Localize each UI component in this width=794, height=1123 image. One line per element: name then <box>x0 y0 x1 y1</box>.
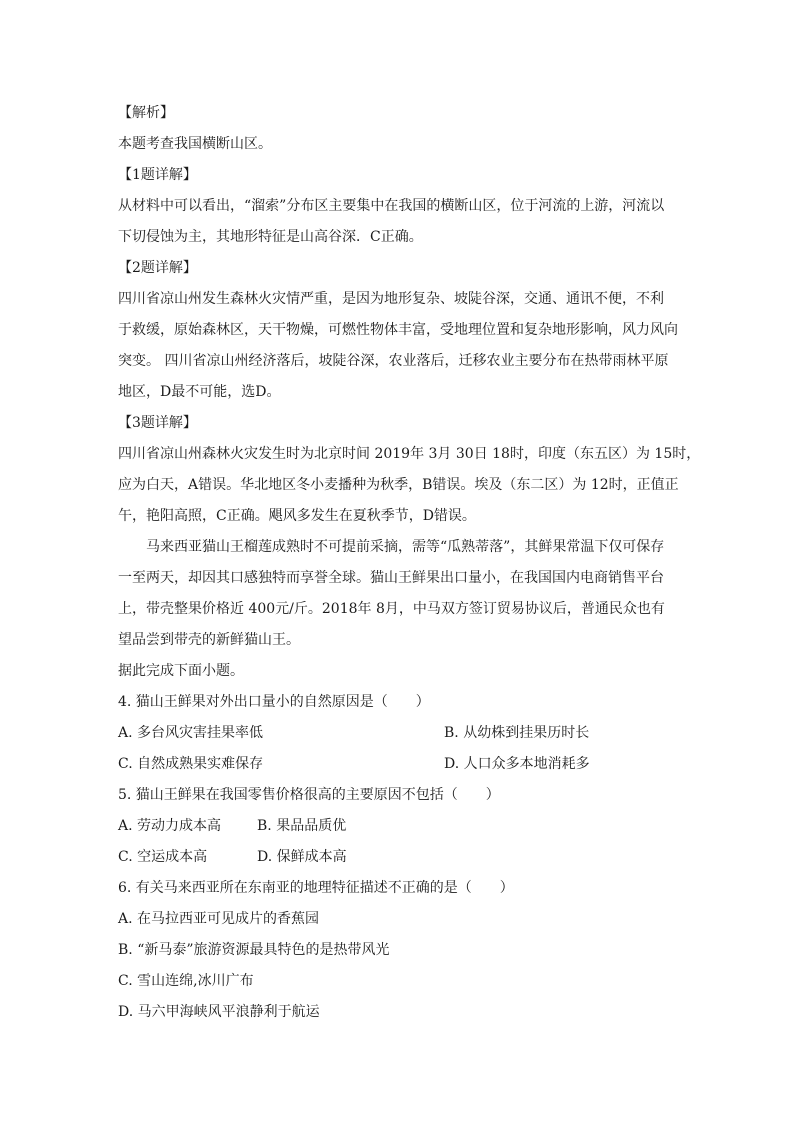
q3-line: 四川省凉山州森林火灾发生时为北京时间 2019年 3月 30日 18时，印度（东五区）为 15时， <box>118 446 701 462</box>
q6-stem: 6. 有关马来西亚所在东南亚的地理特征描述不正确的是（ ） <box>118 880 514 896</box>
material-paragraph <box>118 532 678 656</box>
document-page <box>118 98 701 1028</box>
q3-line: 应为白天，A错误。华北地区冬小麦播种为秋季，B错误。埃及（东二区）为 12时，正值正 <box>118 477 679 493</box>
q1-explanation <box>118 191 678 253</box>
q3-header: 【3题详解】 <box>118 415 197 431</box>
q5-options-row <box>118 842 678 873</box>
q2-line: 四川省凉山州发生森林火灾情严重，是因为地形复杂、坡陡谷深，交通、通讯不便，不利 <box>118 291 664 307</box>
material-line: 上，带壳整果价格近 400元/斤。2018年 8月，中马双方签订贸易协议后，普通民众也有 <box>118 601 665 617</box>
q5-option-a: A. 劳动力成本高 <box>118 818 222 834</box>
q2-line: 于救缓，原始森林区，天干物燥，可燃性物体丰富，受地理位置和复杂地形影响，风力风向 <box>118 322 678 338</box>
q2-line: 突变。 四川省凉山州经济落后，坡陡谷深，农业落后，迁移农业主要分布在热带雨林平原 <box>118 353 669 369</box>
q5-stem: 5. 猫山王鲜果在我国零售价格很高的主要原因不包括（ ） <box>118 787 500 803</box>
q6-option-b: B. “新马泰”旅游资源最具特色的是热带风光 <box>118 942 390 958</box>
q5-option-d: D. 保鲜成本高 <box>257 849 347 865</box>
material-line: 马来西亚猫山王榴莲成熟时不可提前采摘，需等“瓜熟蒂落”，其鲜果常温下仅可保存 <box>146 539 665 555</box>
analysis-text: 本题考查我国横断山区。 <box>118 136 272 152</box>
instruction-text: 据此完成下面小题。 <box>118 663 244 679</box>
q4-stem: 4. 猫山王鲜果对外出口量小的自然原因是（ ） <box>118 694 430 710</box>
q5-options-row <box>118 811 678 842</box>
q4-option-a: A. 多台风灾害挂果率低 <box>118 725 264 741</box>
analysis-header: 【解析】 <box>118 105 174 121</box>
q4-option-d: D. 人口众多本地消耗多 <box>444 756 590 772</box>
q5-option-b: B. 果品品质优 <box>257 818 347 834</box>
q5-option-c: C. 空运成本高 <box>118 849 208 865</box>
q6-option-a: A. 在马拉西亚可见成片的香蕉园 <box>118 911 320 927</box>
q4-options-row <box>118 749 678 780</box>
q3-line: 午，艳阳高照，C正确。飓风多发生在夏秋季节，D错误。 <box>118 508 476 524</box>
q1-line: 从材料中可以看出，“溜索”分布区主要集中在我国的横断山区，位于河流的上游，河流以 <box>118 198 665 214</box>
q2-explanation <box>118 284 678 408</box>
q1-header: 【1题详解】 <box>118 167 197 183</box>
q4-option-b: B. 从幼株到挂果历时长 <box>444 725 590 741</box>
q3-explanation <box>118 439 701 532</box>
q1-line: 下切侵蚀为主，其地形特征是山高谷深．C正确。 <box>118 229 423 245</box>
material-line: 望品尝到带壳的新鲜猫山王。 <box>118 632 300 648</box>
material-line: 一至两天，却因其口感独特而享誉全球。猫山王鲜果出口量小，在我国国内电商销售平台 <box>118 570 664 586</box>
q2-header: 【2题详解】 <box>118 260 197 276</box>
q2-line: 地区，D最不可能，选D。 <box>118 384 281 400</box>
q4-option-c: C. 自然成熟果实难保存 <box>118 756 264 772</box>
q4-options-row <box>118 718 678 749</box>
q6-option-c: C. 雪山连绵,冰川广布 <box>118 973 254 989</box>
q6-option-d: D. 马六甲海峡风平浪静利于航运 <box>118 1004 320 1020</box>
